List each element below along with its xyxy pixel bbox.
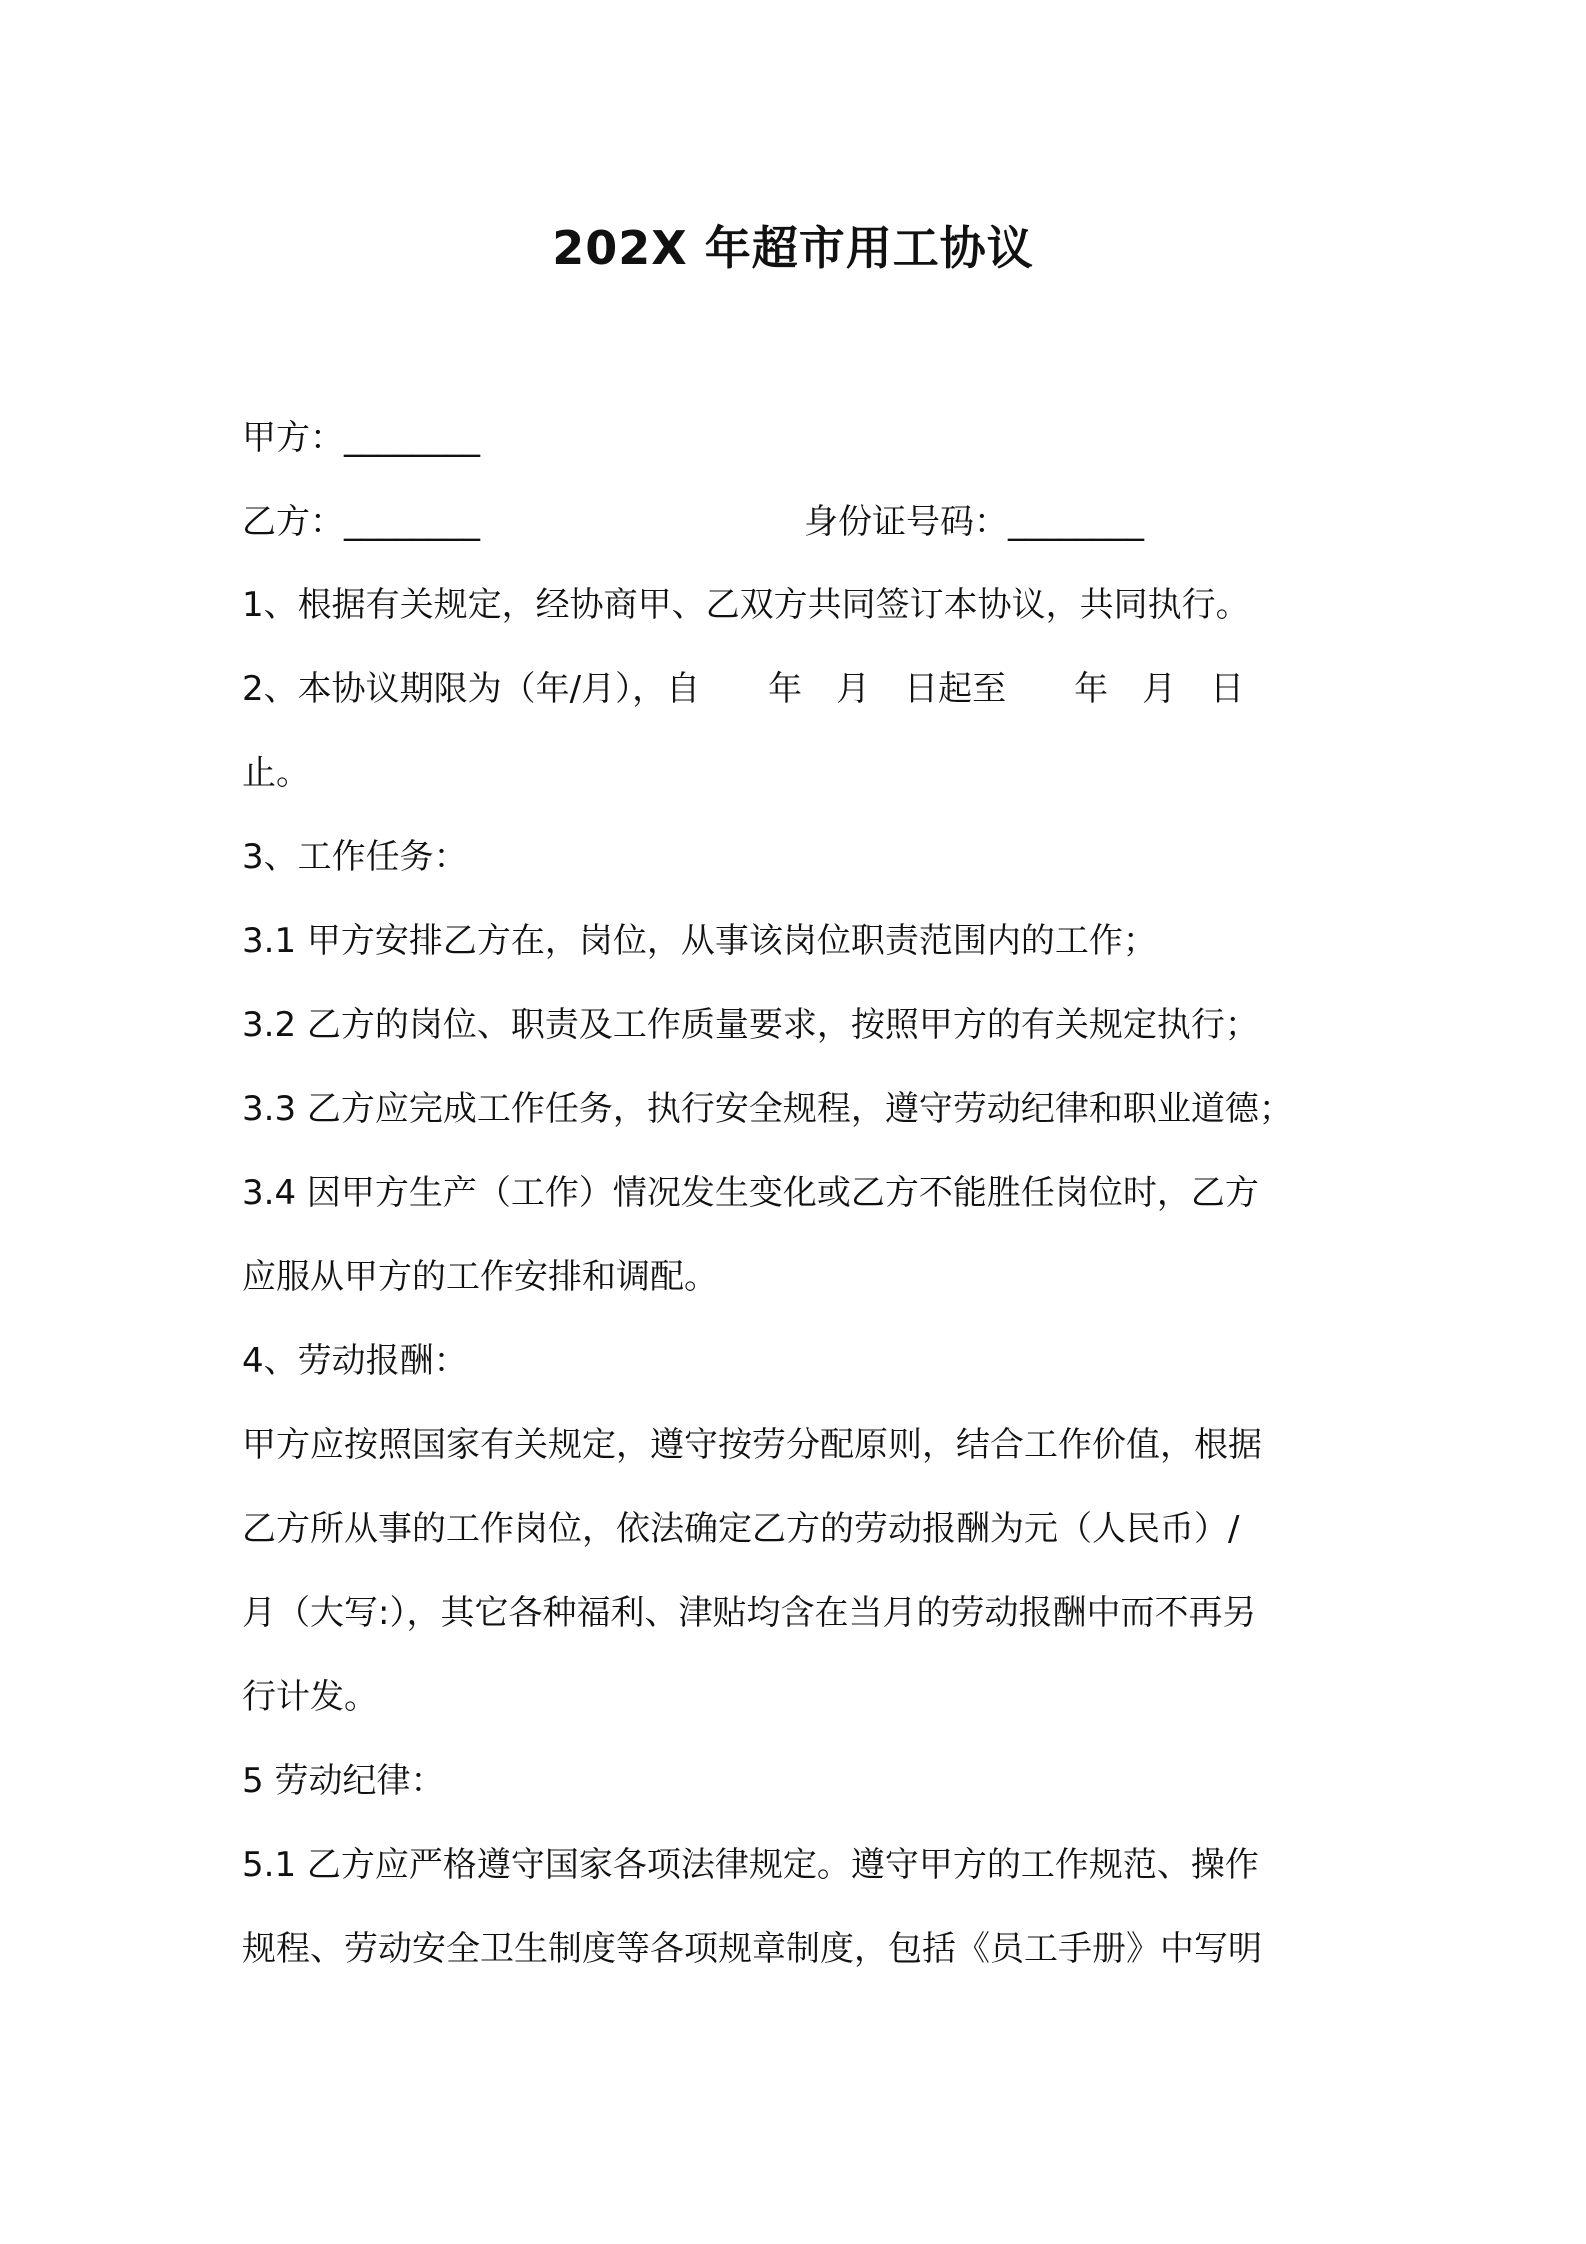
clause-2: 2、本协议期限为（年/月），自 年 月 日起至 年 月 日 (242, 669, 1245, 709)
clause-4-line-1: 甲方应按照国家有关规定，遵守按劳分配原则，结合工作价值，根据 (242, 1425, 1262, 1465)
party-b-line: 乙方：________ (242, 502, 480, 542)
clause-3-2: 3.2 乙方的岗位、职责及工作质量要求，按照甲方的有关规定执行； (242, 1005, 1259, 1045)
clause-3-3: 3.3 乙方应完成工作任务，执行安全规程，遵守劳动纪律和职业道德； (242, 1089, 1293, 1129)
clause-4-line-2: 乙方所从事的工作岗位，依法确定乙方的劳动报酬为元（人民币）/ (242, 1509, 1240, 1549)
clause-5-1: 5.1 乙方应严格遵守国家各项法律规定。遵守甲方的工作规范、操作 (242, 1845, 1259, 1885)
section-4-heading: 4、劳动报酬： (242, 1341, 468, 1381)
clause-5-1-cont: 规程、劳动安全卫生制度等各项规章制度，包括《员工手册》中写明 (242, 1929, 1262, 1969)
clause-1: 1、根据有关规定，经协商甲、乙双方共同签订本协议，共同执行。 (242, 585, 1250, 625)
section-3-heading: 3、工作任务： (242, 837, 468, 877)
party-a-line: 甲方：________ (242, 418, 480, 458)
clause-3-4: 3.4 因甲方生产（工作）情况发生变化或乙方不能胜任岗位时，乙方 (242, 1173, 1259, 1213)
clause-3-1: 3.1 甲方安排乙方在，岗位，从事该岗位职责范围内的工作； (242, 921, 1157, 961)
clause-4-line-4: 行计发。 (242, 1677, 378, 1717)
clause-3-4-cont: 应服从甲方的工作安排和调配。 (242, 1257, 718, 1297)
clause-4-line-3: 月（大写:），其它各种福利、津贴均含在当月的劳动报酬中而不再另 (242, 1593, 1257, 1633)
id-number-line: 身份证号码：________ (804, 502, 1144, 542)
section-5-heading: 5 劳动纪律： (242, 1761, 445, 1801)
document-title: 202X 年超市用工协议 (552, 221, 1034, 275)
clause-2-cont: 止。 (242, 753, 310, 793)
